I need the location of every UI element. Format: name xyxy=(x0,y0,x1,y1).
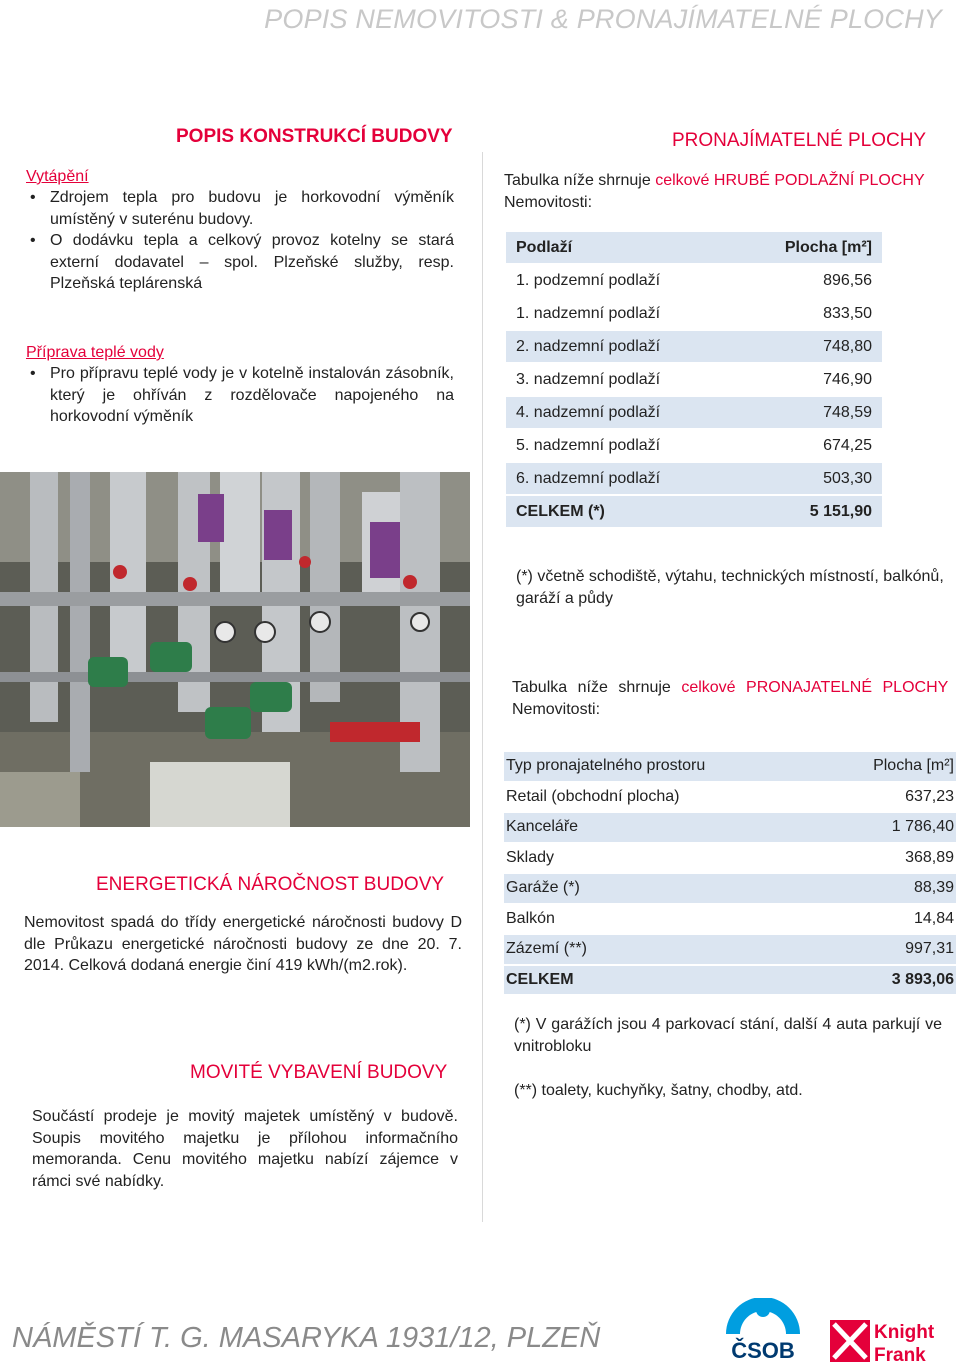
table-cell: 746,90 xyxy=(823,370,872,388)
table-cell: 1 786,40 xyxy=(823,813,956,842)
table-row xyxy=(506,298,882,329)
table-row xyxy=(506,430,882,461)
table-cell: CELKEM xyxy=(504,966,823,995)
table-row xyxy=(504,905,956,934)
movable-heading: MOVITÉ VYBAVENÍ BUDOVY xyxy=(190,1062,448,1083)
table1-intro xyxy=(504,170,944,213)
table-row xyxy=(504,935,956,964)
table2-intro xyxy=(512,677,948,720)
table-total-row xyxy=(506,496,882,527)
intro-text: Nemovitosti: xyxy=(504,193,593,211)
table-cell: 503,30 xyxy=(733,463,882,494)
table-cell: 4. nadzemní podlaží xyxy=(506,397,733,428)
intro-highlight: celkové PRONAJATELNÉ PLOCHY xyxy=(681,679,949,696)
table-cell: 5 151,90 xyxy=(733,496,882,527)
list-item: • O dodávku tepla a celkový provoz kotelny se stará externí dodavatel – spol. Plzeňské služby, resp. Plzeňská teplárenská xyxy=(26,230,454,295)
table-cell: Garáže (*) xyxy=(504,874,823,903)
heating-list xyxy=(26,187,454,295)
knight-frank-logo xyxy=(830,1318,940,1366)
table-row xyxy=(506,463,882,494)
table-cell: 896,56 xyxy=(823,271,872,289)
table-cell: 1. podzemní podlaží xyxy=(516,271,661,289)
table-row xyxy=(506,364,882,395)
table-row xyxy=(504,783,956,812)
table-header-row xyxy=(504,752,956,781)
table-cell: 2. nadzemní podlaží xyxy=(506,331,733,362)
footer-address: NÁMĚSTÍ T. G. MASARYKA 1931/12, PLZEŇ xyxy=(12,1322,601,1354)
table-cell: Balkón xyxy=(506,909,555,927)
table-cell: 3. nadzemní podlaží xyxy=(516,370,661,388)
facilities-note: (**) toalety, kuchyňky, šatny, chodby, atd. xyxy=(514,1082,803,1099)
table-cell: CELKEM (*) xyxy=(506,496,733,527)
water-list xyxy=(26,363,454,428)
table-cell: 1. nadzemní podlaží xyxy=(516,304,661,322)
table-row xyxy=(504,844,956,873)
intro-text: Tabulka níže shrnuje xyxy=(512,679,682,696)
table-header-cell: Plocha [m²] xyxy=(823,752,956,781)
intro-highlight: celkové HRUBÉ PODLAŽNÍ PLOCHY xyxy=(655,172,925,189)
table-row xyxy=(506,397,882,428)
table-cell: 14,84 xyxy=(913,909,954,927)
page-title: POPIS NEMOVITOSTI & PRONAJÍMATELNÉ PLOCHY xyxy=(264,4,942,34)
table-header-cell: Typ pronajatelného prostoru xyxy=(504,752,823,781)
list-item: • Pro přípravu teplé vody je v kotelně instalován zásobník, který je ohříván z rozdělovače napojeného na horkovodní výměník xyxy=(26,363,454,428)
table-header-row xyxy=(506,232,882,263)
intro-text: Nemovitosti: xyxy=(512,700,601,718)
table-cell: 748,80 xyxy=(733,331,882,362)
csob-logo xyxy=(720,1298,806,1362)
table-cell: 5. nadzemní podlaží xyxy=(516,436,661,454)
table-cell: 674,25 xyxy=(823,436,872,454)
table-row xyxy=(506,265,882,296)
table-cell: Kanceláře xyxy=(504,813,823,842)
boiler-room-image xyxy=(0,472,470,827)
movable-text: Součástí prodeje je movitý majetek umístěný v budově. Soupis movitého majetku je přílohou informačního memoranda. Cenu movitého majetku nabízí zájemce v rámci své nabídky. xyxy=(32,1108,458,1190)
kf-logo-text-2: Frank xyxy=(874,1345,926,1366)
heating-heading: Vytápění xyxy=(26,168,89,185)
table-total-row xyxy=(504,966,956,995)
table-cell: 88,39 xyxy=(823,874,956,903)
knight-frank-logo-mark xyxy=(830,1318,940,1366)
table-row xyxy=(504,813,956,842)
table-cell: 6. nadzemní podlaží xyxy=(506,463,733,494)
table-cell: Retail (obchodní plocha) xyxy=(506,787,680,805)
water-section xyxy=(26,342,454,428)
energy-heading: ENERGETICKÁ NÁROČNOST BUDOVY xyxy=(96,874,445,895)
column-divider xyxy=(482,152,483,1222)
table1-note: (*) včetně schodiště, výtahu, technických místností, balkónů, garáží a půdy xyxy=(516,568,944,607)
table-header-cell: Podlaží xyxy=(506,232,733,263)
csob-logo-mark xyxy=(720,1298,806,1362)
garage-note: (*) V garážích jsou 4 parkovací stání, další 4 auta parkují ve vnitrobloku xyxy=(514,1016,942,1055)
gross-floor-table xyxy=(506,230,882,529)
heating-section xyxy=(26,166,454,295)
table-header-cell: Plocha [m²] xyxy=(733,232,882,263)
table-row xyxy=(504,874,956,903)
table-cell: 3 893,06 xyxy=(823,966,956,995)
water-heading: Příprava teplé vody xyxy=(26,344,164,361)
csob-logo-text: ČSOB xyxy=(731,1338,795,1362)
table-cell: 368,89 xyxy=(905,848,954,866)
table-cell: Zázemí (**) xyxy=(504,935,823,964)
rentable-heading: PRONAJÍMATELNÉ PLOCHY xyxy=(672,130,927,151)
table-cell: 637,23 xyxy=(905,787,954,805)
energy-text: Nemovitost spadá do třídy energetické náročnosti budovy D dle Průkazu energetické náročnosti budovy ze dne 20. 7. 2014. Celková dodaná energie činí 419 kWh/(m2.rok). xyxy=(24,914,462,974)
table-cell: 748,59 xyxy=(733,397,882,428)
kf-logo-text-1: Knight xyxy=(874,1322,935,1343)
rentable-area-table xyxy=(504,750,956,996)
table-row xyxy=(506,331,882,362)
boiler-room-photo xyxy=(0,472,470,827)
table-cell: Sklady xyxy=(506,848,555,866)
intro-text: Tabulka níže shrnuje xyxy=(504,172,656,189)
construction-heading: POPIS KONSTRUKCÍ BUDOVY xyxy=(176,126,453,147)
list-item: • Zdrojem tepla pro budovu je horkovodní výměník umístěný v suterénu budovy. xyxy=(26,187,454,230)
table-cell: 833,50 xyxy=(823,304,872,322)
table-cell: 997,31 xyxy=(823,935,956,964)
